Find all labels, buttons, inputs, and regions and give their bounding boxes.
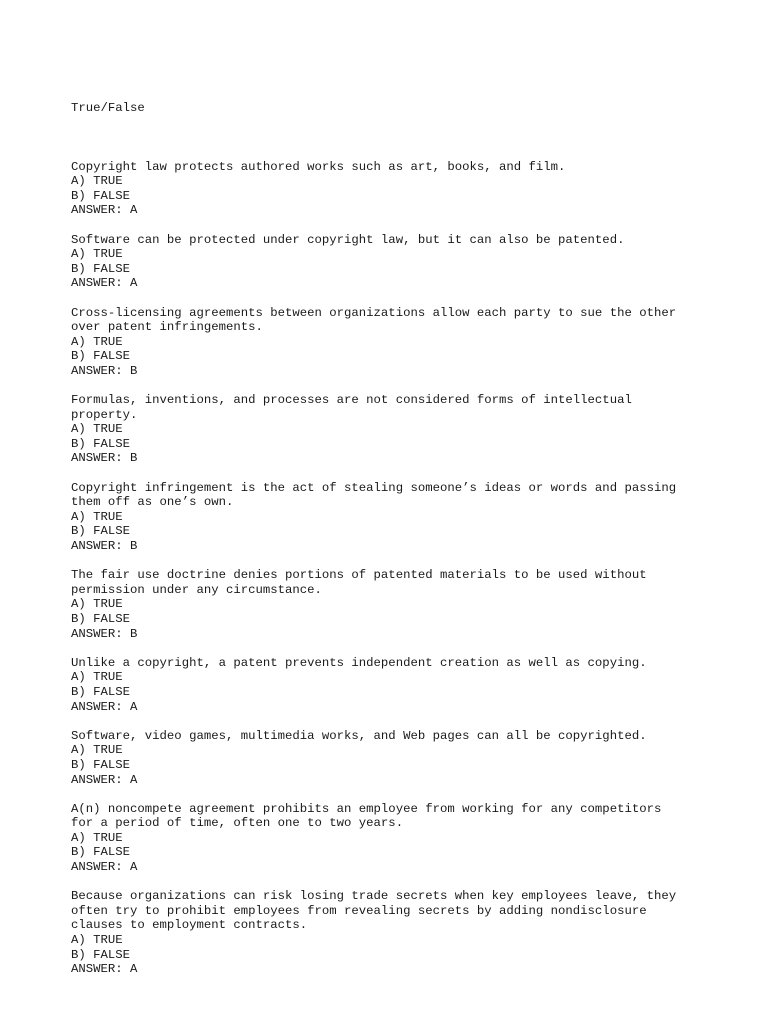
section-title: True/False	[71, 101, 145, 116]
option-b: B) FALSE	[71, 757, 131, 772]
option-a: A) TRUE	[71, 334, 123, 349]
option-a: A) TRUE	[71, 597, 123, 612]
option-b: B) FALSE	[71, 436, 131, 451]
question-text: for a period of time, often one to two years.	[71, 816, 404, 831]
option-b: B) FALSE	[71, 947, 131, 962]
question-item	[71, 393, 751, 466]
question-item	[71, 802, 751, 875]
option-a: A) TRUE	[71, 247, 123, 262]
answer-key: ANSWER: A	[71, 276, 138, 291]
answer-key: ANSWER: B	[71, 451, 138, 466]
question-text: Because organizations can risk losing trade secrets when key employees leave, they	[71, 889, 677, 904]
question-text: Software, video games, multimedia works, and Web pages can all be copyrighted.	[71, 728, 647, 743]
question-text: permission under any circumstance.	[71, 582, 322, 597]
question-text: property.	[71, 407, 138, 422]
option-b: B) FALSE	[71, 188, 131, 203]
question-text: over patent infringements.	[71, 320, 263, 335]
answer-key: ANSWER: B	[71, 539, 138, 553]
option-a: A) TRUE	[71, 422, 123, 437]
option-a: A) TRUE	[71, 743, 123, 758]
option-a: A) TRUE	[71, 670, 123, 685]
option-b: B) FALSE	[71, 524, 131, 539]
option-b: B) FALSE	[71, 684, 131, 699]
option-b: B) FALSE	[71, 845, 131, 860]
question-text: Formulas, inventions, and processes are not considered forms of intellectual	[71, 393, 632, 408]
question-item	[71, 233, 751, 291]
question-text: Copyright infringement is the act of stealing someone’s ideas or words and passing	[71, 480, 677, 495]
question-text: Unlike a copyright, a patent prevents independent creation as well as copying.	[71, 655, 647, 670]
question-text: Cross-licensing agreements between organizations allow each party to sue the other	[71, 305, 677, 320]
question-text: clauses to employment contracts.	[71, 918, 308, 933]
question-item	[71, 568, 751, 641]
option-b: B) FALSE	[71, 349, 131, 364]
answer-key: ANSWER: B	[71, 626, 138, 641]
question-text: often try to prohibit employees from revealing secrets by adding nondisclosure	[71, 903, 647, 918]
option-a: A) TRUE	[71, 174, 123, 189]
question-text: them off as one’s own.	[71, 495, 234, 510]
option-b: B) FALSE	[71, 261, 131, 276]
question-list	[71, 160, 751, 977]
answer-key: ANSWER: A	[71, 772, 138, 787]
question-item	[71, 306, 751, 379]
question-item	[71, 656, 751, 714]
option-a: A) TRUE	[71, 933, 123, 948]
answer-key: ANSWER: A	[71, 860, 138, 875]
answer-key: ANSWER: B	[71, 363, 138, 378]
question-item	[71, 729, 751, 787]
option-a: A) TRUE	[71, 509, 123, 524]
question-text: The fair use doctrine denies portions of patented materials to be used without	[71, 568, 647, 583]
document-page	[71, 72, 751, 1006]
answer-key: ANSWER: A	[71, 962, 138, 977]
question-item	[71, 160, 751, 218]
answer-key: ANSWER: A	[71, 203, 138, 218]
question-text: A(n) noncompete agreement prohibits an employee from working for any competitors	[71, 801, 662, 816]
question-item	[71, 889, 751, 977]
option-a: A) TRUE	[71, 830, 123, 845]
question-text: Software can be protected under copyright law, but it can also be patented.	[71, 232, 625, 247]
answer-key: ANSWER: A	[71, 699, 138, 714]
option-b: B) FALSE	[71, 611, 131, 626]
question-item	[71, 481, 751, 554]
question-text: Copyright law protects authored works such as art, books, and film.	[71, 159, 566, 174]
